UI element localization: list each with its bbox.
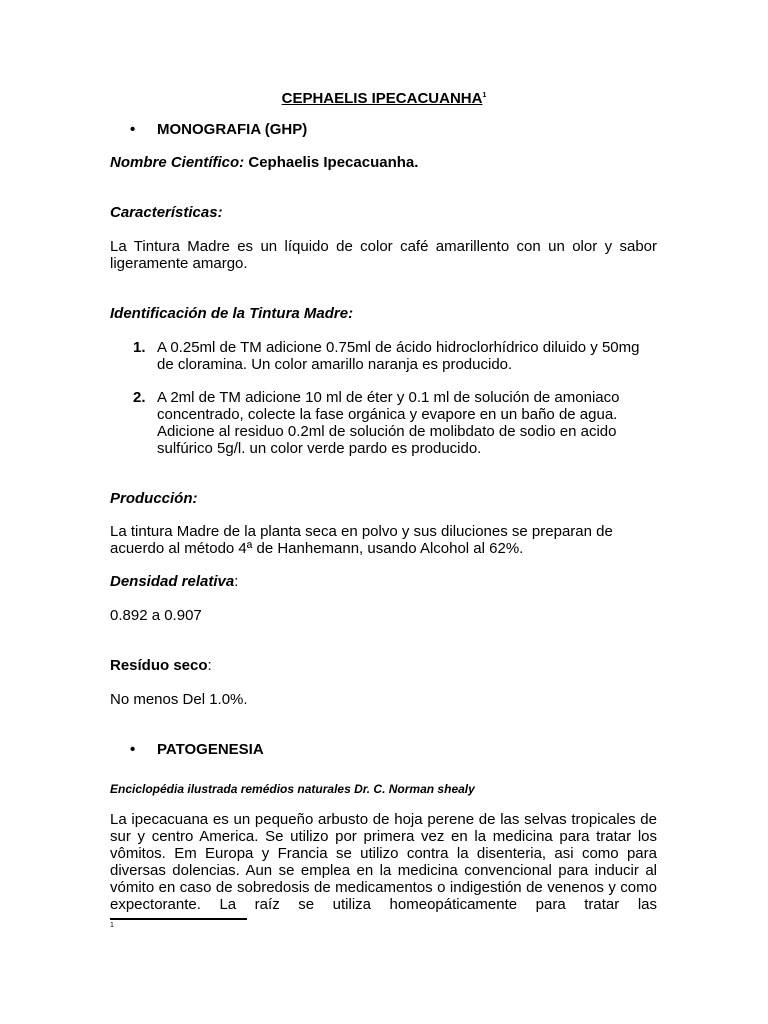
identification-item-2-text: A 2ml de TM adicione 10 ml de éter y 0.1 ml de solución de amoniaco concentrado, colecte la fase orgánica y evapore en un baño de agua. Adicione al residuo 0.2ml de solución de molibdato de sodio en acido sulfúrico 5g/l. un color verde pardo es producido. [157, 389, 620, 457]
characteristics-text: La Tintura Madre es un líquido de color café amarillento con un olor y sabor ligeramente amargo. [110, 238, 657, 272]
scientific-name-line [110, 154, 657, 171]
scientific-name-label: Nombre Científico: [110, 154, 245, 171]
page-title [0, 87, 768, 107]
density-colon: : [234, 573, 239, 590]
characteristics-heading: Características: [110, 204, 223, 221]
dry-residue-label: Resíduo seco [110, 657, 208, 674]
section-heading-patogenesia: PATOGENESIA [157, 741, 264, 758]
density-line [110, 573, 657, 590]
title-footnote-ref: 1 [482, 92, 487, 99]
scientific-name-value: Cephaelis Ipecacuanha. [248, 154, 419, 171]
pathogenesis-text: La ipecacuana es un pequeño arbusto de hoja perene de las selvas tropicales de sur y centro America. Se utilizo por primera vez en la medicina para tratar los vômitos. Em Europa y Francia se utilizo contra la disenteria, asi como para diversas dolencias. Aun se emplea en la medicina convencional para inducir al vómito en caso de sobredosis de medicamentos o indigestión de venenos y como expectorante. La raíz se utiliza homeopáticamente para tratar las [110, 811, 657, 913]
density-value: 0.892 a 0.907 [110, 607, 202, 624]
dry-residue-colon: : [207, 657, 212, 674]
density-label: Densidad relativa [110, 573, 235, 590]
title-text: CEPHAELIS IPECACUANHA [281, 90, 483, 107]
footnote-separator [110, 918, 247, 920]
identification-item-1-number: 1. [133, 339, 146, 356]
dry-residue-value: No menos Del 1.0%. [110, 691, 248, 708]
footnote-mark: 1 [110, 922, 114, 929]
reference-citation: Enciclopédia ilustrada remédios naturales Dr. C. Norman shealy [110, 782, 475, 796]
section-bullet-monografia: • [130, 121, 136, 138]
identification-heading: Identificación de la Tintura Madre: [110, 305, 354, 322]
dry-residue-line [110, 657, 657, 674]
section-bullet-patogenesia: • [130, 741, 136, 758]
identification-item-1-text: A 0.25ml de TM adicione 0.75ml de ácido hidroclorhídrico diluido y 50mg de cloramina. Un color amarillo naranja es producido. [157, 339, 640, 373]
section-heading-monografia: MONOGRAFIA (GHP) [157, 121, 308, 138]
production-text: La tintura Madre de la planta seca en polvo y sus diluciones se preparan de acuerdo al método 4ª de Hanhemann, usando Alcohol al 62%. [110, 523, 613, 557]
production-heading: Producción: [110, 490, 198, 507]
identification-item-2-number: 2. [133, 389, 146, 406]
